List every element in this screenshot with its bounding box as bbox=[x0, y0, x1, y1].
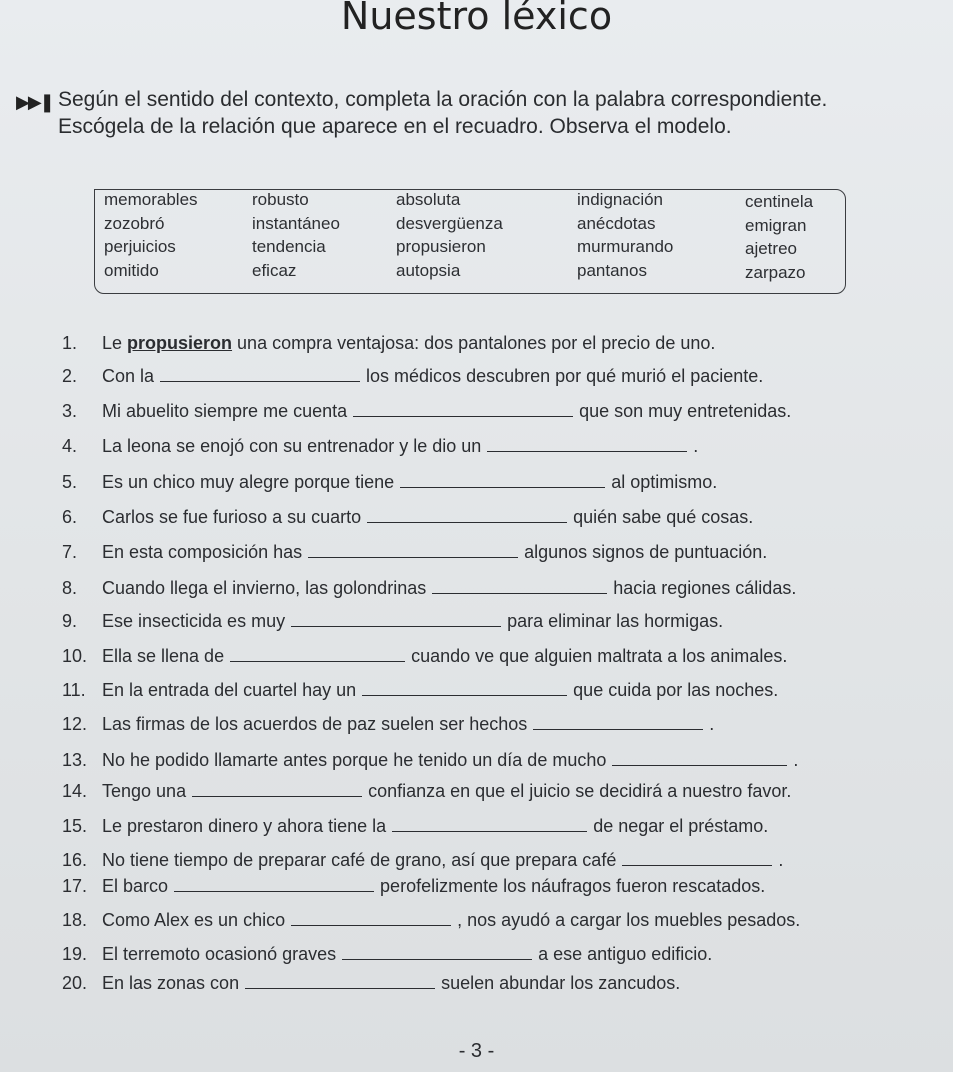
item-number: 5. bbox=[62, 472, 78, 492]
item-number: 3. bbox=[62, 401, 78, 421]
answer-blank[interactable] bbox=[291, 612, 501, 627]
word-box-entry: instantáneo bbox=[252, 214, 340, 233]
word-box-entry: anécdotas bbox=[577, 214, 656, 233]
item-number: 9. bbox=[62, 611, 78, 631]
exercise-item bbox=[62, 714, 714, 735]
item-text: La leona se enojó con su entrenador y le dio un bbox=[102, 436, 482, 456]
answer-blank[interactable] bbox=[622, 851, 772, 866]
item-text: Tengo una bbox=[102, 781, 187, 801]
word-box-entry: centinela bbox=[745, 192, 814, 211]
item-text: Carlos se fue furioso a su cuarto bbox=[102, 507, 362, 527]
item-text: Mi abuelito siempre me cuenta bbox=[102, 401, 348, 421]
item-text: En la entrada del cuartel hay un bbox=[102, 680, 357, 700]
item-text: Como Alex es un chico bbox=[102, 910, 286, 930]
item-number: 12. bbox=[62, 714, 88, 734]
item-number: 15. bbox=[62, 816, 88, 836]
item-text: que son muy entretenidas. bbox=[579, 401, 792, 421]
item-number: 7. bbox=[62, 542, 78, 562]
item-number: 6. bbox=[62, 507, 78, 527]
answer-blank[interactable] bbox=[245, 974, 435, 989]
item-text: Ese insecticida es muy bbox=[102, 611, 286, 631]
item-number: 17. bbox=[62, 876, 88, 896]
item-number: 16. bbox=[62, 850, 88, 870]
item-text: No tiene tiempo de preparar café de grano, así que prepara café bbox=[102, 850, 617, 870]
item-text: No he podido llamarte antes porque he tenido un día de mucho bbox=[102, 750, 607, 770]
item-text: cuando ve que alguien maltrata a los animales. bbox=[411, 646, 788, 666]
answer-blank[interactable] bbox=[230, 647, 405, 662]
answer-blank[interactable] bbox=[533, 715, 703, 730]
page-title: Nuestro léxico bbox=[340, 0, 613, 38]
answer-blank[interactable] bbox=[487, 437, 687, 452]
item-number: 2. bbox=[62, 366, 78, 386]
instruction-text: Según el sentido del contexto, completa la oración con la palabra correspondiente. Escógela de la relación que aparece en el recuadro. Observa el modelo. bbox=[58, 88, 828, 138]
item-text: quién sabe qué cosas. bbox=[573, 507, 754, 527]
word-box-entry: robusto bbox=[252, 190, 309, 209]
word-box-entry: emigran bbox=[745, 216, 807, 235]
item-text: los médicos descubren por qué murió el paciente. bbox=[366, 366, 764, 386]
exercise-item bbox=[62, 646, 787, 667]
item-text: . bbox=[709, 714, 715, 734]
word-box-entry: desvergüenza bbox=[396, 214, 503, 233]
answer-blank[interactable] bbox=[308, 543, 518, 558]
word-box-entry: indignación bbox=[577, 190, 664, 209]
item-number: 4. bbox=[62, 436, 78, 456]
item-text: una compra ventajosa: dos pantalones por el precio de uno. bbox=[232, 333, 716, 353]
exercise-item bbox=[62, 944, 712, 965]
exercise-item bbox=[62, 611, 723, 632]
exercise-item bbox=[62, 876, 765, 897]
exercise-item bbox=[62, 401, 791, 422]
item-text: al optimismo. bbox=[611, 472, 718, 492]
item-number: 11. bbox=[62, 680, 86, 700]
answer-blank[interactable] bbox=[362, 681, 567, 696]
exercise-item bbox=[62, 578, 796, 599]
word-box-entry: eficaz bbox=[252, 261, 297, 280]
item-number: 10. bbox=[62, 646, 88, 666]
item-text: En las zonas con bbox=[102, 973, 240, 993]
item-number: 14. bbox=[62, 781, 88, 801]
item-number: 20. bbox=[62, 973, 88, 993]
exercise-item bbox=[62, 333, 715, 354]
exercise-item bbox=[62, 680, 778, 701]
exercise-item bbox=[62, 507, 753, 528]
word-box-entry: zarpazo bbox=[745, 263, 806, 282]
item-text: hacia regiones cálidas. bbox=[613, 578, 797, 598]
item-text: . bbox=[793, 750, 799, 770]
exercise-item bbox=[62, 910, 800, 931]
word-box-entry: memorables bbox=[104, 190, 198, 209]
exercise-item bbox=[62, 750, 798, 771]
exercise-item bbox=[62, 850, 783, 871]
item-text: suelen abundar los zancudos. bbox=[441, 973, 681, 993]
exercise-item bbox=[62, 542, 767, 563]
answer-blank[interactable] bbox=[400, 473, 605, 488]
exercise-item bbox=[62, 973, 680, 994]
item-text: que cuida por las noches. bbox=[573, 680, 779, 700]
item-text: para eliminar las hormigas. bbox=[507, 611, 724, 631]
exercise-item bbox=[62, 366, 763, 387]
item-text: Es un chico muy alegre porque tiene bbox=[102, 472, 395, 492]
item-number: 18. bbox=[62, 910, 88, 930]
item-text: confianza en que el juicio se decidirá a nuestro favor. bbox=[368, 781, 792, 801]
model-answer: propusieron bbox=[127, 333, 233, 353]
answer-blank[interactable] bbox=[160, 367, 360, 382]
item-number: 19. bbox=[62, 944, 88, 964]
item-text: Ella se llena de bbox=[102, 646, 225, 666]
word-box-entry: zozobró bbox=[104, 214, 165, 233]
word-box-entry: autopsia bbox=[396, 261, 461, 280]
item-number: 1. bbox=[62, 333, 78, 353]
answer-blank[interactable] bbox=[192, 782, 362, 797]
item-number: 8. bbox=[62, 578, 78, 598]
word-box-entry: ajetreo bbox=[745, 239, 797, 258]
item-text: Las firmas de los acuerdos de paz suelen ser hechos bbox=[102, 714, 528, 734]
item-text: Le prestaron dinero y ahora tiene la bbox=[102, 816, 387, 836]
item-text: Cuando llega el invierno, las golondrinas bbox=[102, 578, 427, 598]
word-box-entry: absoluta bbox=[396, 190, 461, 209]
exercise-item bbox=[62, 472, 717, 493]
word-box-entry: propusieron bbox=[396, 237, 486, 256]
item-text: El terremoto ocasionó graves bbox=[102, 944, 337, 964]
answer-blank[interactable] bbox=[291, 911, 451, 926]
exercise-item bbox=[62, 436, 698, 457]
answer-blank[interactable] bbox=[432, 579, 607, 594]
item-text: . bbox=[778, 850, 784, 870]
item-text: de negar el préstamo. bbox=[593, 816, 769, 836]
item-text: , nos ayudó a cargar los muebles pesados. bbox=[457, 910, 801, 930]
item-text: En esta composición has bbox=[102, 542, 303, 562]
answer-blank[interactable] bbox=[353, 402, 573, 417]
item-number: 13. bbox=[62, 750, 88, 770]
item-text: a ese antiguo edificio. bbox=[538, 944, 713, 964]
answer-blank[interactable] bbox=[174, 877, 374, 892]
fast-forward-icon: ▶▶❚ bbox=[16, 92, 53, 112]
item-text: algunos signos de puntuación. bbox=[524, 542, 768, 562]
item-text: Con la bbox=[102, 366, 155, 386]
word-box-entry: perjuicios bbox=[104, 237, 176, 256]
page-number: - 3 - bbox=[458, 1040, 495, 1062]
word-box-entry: tendencia bbox=[252, 237, 326, 256]
word-box-entry: omitido bbox=[104, 261, 159, 280]
answer-blank[interactable] bbox=[612, 751, 787, 766]
word-box-entry: pantanos bbox=[577, 261, 647, 280]
exercise-item bbox=[62, 816, 768, 837]
item-text: perofelizmente los náufragos fueron rescatados. bbox=[380, 876, 766, 896]
answer-blank[interactable] bbox=[392, 817, 587, 832]
answer-blank[interactable] bbox=[367, 508, 567, 523]
item-text: El barco bbox=[102, 876, 169, 896]
answer-blank[interactable] bbox=[342, 945, 532, 960]
item-text: . bbox=[693, 436, 699, 456]
exercise-item bbox=[62, 781, 791, 802]
word-box-entry: murmurando bbox=[577, 237, 674, 256]
item-text: Le bbox=[102, 333, 128, 353]
